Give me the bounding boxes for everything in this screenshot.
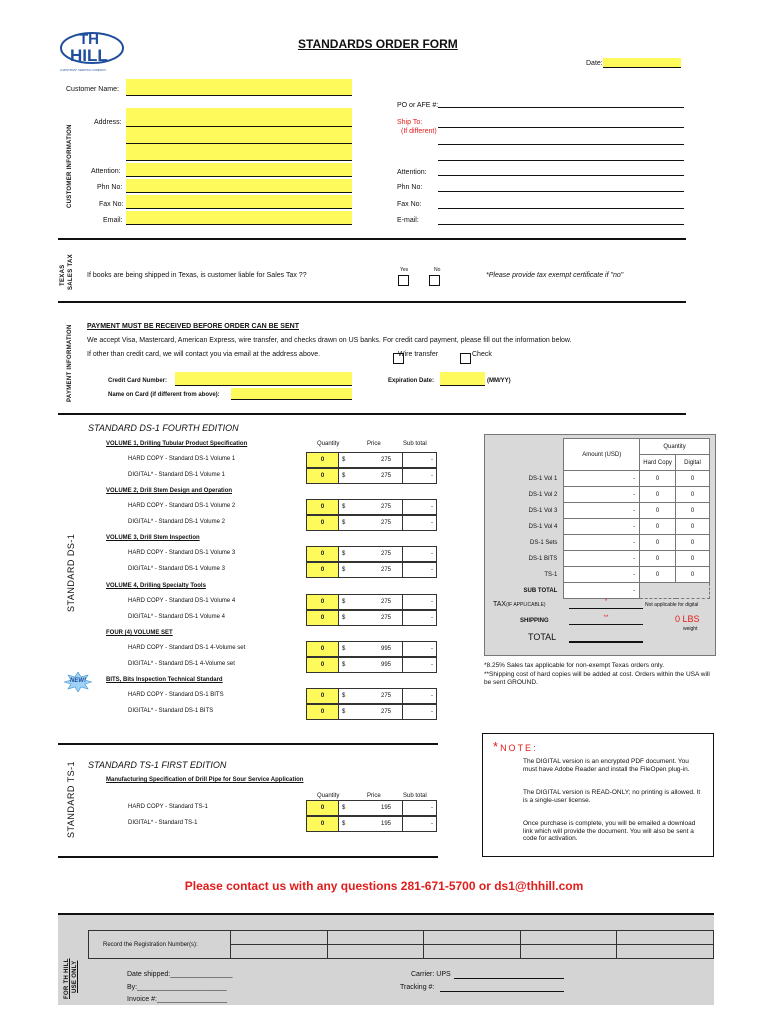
exp-date-field[interactable] [440,372,485,386]
product-label: HARD COPY - Standard DS-1 4-Volume set [128,645,246,651]
currency: $ [342,520,346,526]
product-label: HARD COPY - Standard DS-1 Volume 2 [128,503,236,509]
summary-row-digital: 0 [676,519,710,535]
contact-line: Please contact us with any questions 281-671-5700 or ds1@thhill.com [184,879,584,893]
date-label: Date: [586,60,603,67]
email-field[interactable] [126,211,352,225]
tax-no-label: No [434,267,441,273]
product-label: HARD COPY - Standard DS-1 Volume 3 [128,550,236,556]
cc-number-label: Credit Card Number: [108,378,168,384]
summary-total-field[interactable] [569,631,643,643]
quantity-input[interactable]: 0 [307,453,339,468]
office-section-label-2: USE ONLY [72,960,78,993]
summary-row [492,551,710,567]
email-label: Email: [103,217,123,224]
ship-to-field[interactable] [438,113,684,161]
price: 195 [380,805,391,811]
product-label: DIGITAL* - Standard DS-1 Volume 1 [128,472,225,478]
summary-tax-text: TAX [493,601,507,608]
ts1-subheading: Manufacturing Specification of Drill Pipe for Sour Service Application [106,777,304,783]
product-label: HARD COPY - Standard DS-1 Volume 4 [128,598,236,604]
new-badge [64,672,92,692]
subtotal-cell: - [403,563,437,578]
summary-lbs [675,614,700,624]
price: 275 [380,615,391,621]
summary-row-amount: - [564,487,640,503]
po-field[interactable] [438,98,684,108]
product-label: DIGITAL* - Standard TS-1 [128,820,198,826]
subtotal-cell: - [403,817,437,832]
tax-section-label-2: SALES TAX [68,254,74,290]
quantity-input[interactable]: 0 [307,469,339,484]
invoice-number[interactable]: Invoice #:__________________ [127,996,228,1003]
product-label: DIGITAL* - Standard DS-1 4-Volume set [128,661,235,667]
currency: $ [342,646,346,652]
date-shipped[interactable]: Date shipped:________________ [127,971,233,978]
logo-tagline: A MISTRAS* VERITAS COMPANY [60,68,107,72]
summary-shipping-label: SHIPPING [520,618,549,624]
price: 275 [380,693,391,699]
attention-field[interactable] [126,163,352,177]
ds1-col-price: Price [367,441,381,447]
summary-row-digital: 0 [676,551,710,567]
note-paragraph-1: The DIGITAL version is an encrypted PDF document. You must have Adobe Reader and install the FileOpen plug-in. [523,758,690,773]
subtotal-cell: - [403,801,437,816]
summary-total-label: TOTAL [528,632,557,642]
quantity-input[interactable]: 0 [307,516,339,531]
tracking-field[interactable] [440,983,564,992]
price-cell [339,705,403,720]
registration-cell[interactable] [231,945,328,959]
divider [58,301,686,303]
phone-field[interactable] [126,179,352,193]
logo-text-hill: HILL [70,46,108,65]
price: 995 [380,662,391,668]
price-cell [339,611,403,626]
order-row-values [306,816,437,832]
summary-row-hard: 0 [640,519,676,535]
currency: $ [342,551,346,557]
quantity-input[interactable]: 0 [307,658,339,673]
payment-heading: PAYMENT MUST BE RECEIVED BEFORE ORDER CAN BE SENT [87,323,299,330]
registration-cell[interactable] [424,945,521,959]
summary-row-hard: 0 [640,535,676,551]
note-asterisk: * [493,739,501,754]
ds1-group-title: BITS, Bits Inspection Technical Standard [106,677,223,683]
registration-label: Record the Registration Number(s): [89,931,231,959]
summary-row-amount: - [564,471,640,487]
currency: $ [342,599,346,605]
tax-yes-label: Yes [400,267,409,273]
registration-cell[interactable] [231,931,328,945]
summary-row [492,519,710,535]
order-row-values [306,657,437,673]
product-label: DIGITAL* - Standard DS-1 Volume 4 [128,614,225,620]
subtotal-cell: - [403,642,437,657]
payment-line-1: We accept Visa, Mastercard, American Express, wire transfer, and checks drawn on US banks. For credit card payment, please fill out the information below. [87,337,572,344]
summary-row [492,487,710,503]
page-title: STANDARDS ORDER FORM [298,37,458,51]
name-on-card-field[interactable] [231,388,352,400]
note-paragraph-3: Once purchase is complete, you will be emailed a download link which will provide the document. You will also be sent a code for activation. [523,820,696,842]
order-row-values [306,452,437,468]
registration-cell[interactable] [617,931,714,945]
order-row-values [306,688,437,704]
currency: $ [342,615,346,621]
currency: $ [342,504,346,510]
summary-row-label: DS-1 Sets [529,539,558,546]
subtotal-cell: - [403,611,437,626]
ts1-section-label: STANDARD TS-1 [66,760,76,838]
currency: $ [342,821,346,827]
new-badge-text: NEW! [70,678,86,684]
registration-cell[interactable] [327,945,424,959]
price-cell [339,547,403,562]
carrier-label: Carrier: UPS [411,971,451,978]
price-cell [339,500,403,515]
summary-row-label: DS-1 Vol 1 [528,475,558,482]
summary-row-label: DS-1 Vol 2 [528,491,558,498]
summary-subtotal-label: SUB TOTAL [523,587,558,594]
quantity-input[interactable]: 0 [307,801,339,816]
if-different-label: (If different) [401,128,437,135]
ds1-col-qty: Quantity [317,441,340,447]
ts1-col-price: Price [367,793,381,799]
summary-row-label: DS-1 BITS [528,555,558,562]
fax-field[interactable] [126,195,352,209]
ds1-group-title: VOLUME 4, Drilling Specialty Tools [106,583,206,589]
price: 275 [380,457,391,463]
summary-row [492,503,710,519]
payment-line-2: If other than credit card, we will contact you via email at the address above. [87,351,321,358]
tax-yes-checkbox[interactable] [398,275,409,286]
summary-row-label: DS-1 Vol 4 [528,523,558,530]
price-cell [339,469,403,484]
divider [58,238,686,240]
summary-row-amount: - [564,567,640,583]
summary-col-digital: Digital [676,455,710,471]
price: 275 [380,551,391,557]
attention2-label: Attention: [397,169,427,176]
note-paragraph-2: The DIGITAL version is READ-ONLY; no printing is allowed. It is a single-user license. [523,789,701,804]
currency: $ [342,473,346,479]
date-field[interactable] [603,58,681,68]
attention2-field[interactable] [438,166,684,176]
quantity-input[interactable]: 0 [307,611,339,626]
summary-row-hard: 0 [640,487,676,503]
attention-label: Attention: [91,168,121,175]
order-row-values [306,499,437,515]
currency: $ [342,805,346,811]
ds1-group-title: VOLUME 1, Drilling Tubular Product Specification [106,441,248,447]
order-row-values [306,594,437,610]
summary-row-digital: 0 [676,567,710,583]
order-row-values [306,546,437,562]
logo-text-th: TH [79,31,99,48]
summary-row-amount: - [564,519,640,535]
price: 275 [380,473,391,479]
product-label: DIGITAL* - Standard DS-1 Volume 2 [128,519,225,525]
summary-footnote-1: *8.25% Sales tax applicable for non-exempt Texas orders only. [484,662,665,669]
subtotal-cell: - [403,658,437,673]
carrier-field[interactable] [454,970,564,979]
price-cell [339,563,403,578]
order-row-values [306,515,437,531]
price-cell [339,658,403,673]
summary-row-amount: - [564,503,640,519]
order-row-values [306,641,437,657]
summary-lbs-label: LBS [682,614,700,624]
summary-tax-field[interactable] [569,599,643,609]
quantity-input[interactable]: 0 [307,689,339,704]
subtotal-cell: - [403,453,437,468]
subtotal-cell: - [403,689,437,704]
price: 275 [380,520,391,526]
quantity-input[interactable]: 0 [307,817,339,832]
name-on-card-label: Name on Card (if different from above): [108,392,220,398]
product-label: HARD COPY - Standard DS-1 Volume 1 [128,456,236,462]
price-cell [339,801,403,816]
summary-col-amount: Amount (USD) [564,439,640,471]
price-cell [339,516,403,531]
product-label: DIGITAL* - Standard DS-1 BITS [128,708,214,714]
currency: $ [342,693,346,699]
registration-cell[interactable] [520,945,617,959]
fax2-label: Fax No: [397,201,422,208]
quantity-input[interactable]: 0 [307,595,339,610]
summary-row-digital: 0 [676,535,710,551]
quantity-input[interactable]: 0 [307,642,339,657]
office-use-panel [58,913,714,1005]
phone-label: Phn No: [97,184,123,191]
order-row-values [306,468,437,484]
summary-row-hard: 0 [640,503,676,519]
price: 275 [380,599,391,605]
tax-section-label-1: TEXAS [60,264,66,286]
quantity-input[interactable]: 0 [307,547,339,562]
price-cell [339,689,403,704]
summary-col-hard: Hard Copy [640,455,676,471]
cc-number-field[interactable] [175,372,352,386]
summary-tax-value: * [604,599,608,605]
summary-row [492,567,710,583]
registration-cell[interactable] [424,931,521,945]
quantity-input[interactable]: 0 [307,500,339,515]
summary-weight-label: weight [683,626,698,632]
product-label: DIGITAL* - Standard DS-1 Volume 3 [128,566,225,572]
summary-row-hard: 0 [640,471,676,487]
subtotal-cell: - [403,516,437,531]
summary-shipping-field[interactable] [569,615,643,625]
note-box [482,733,714,857]
order-row-values [306,800,437,816]
summary-row [492,471,710,487]
currency: $ [342,662,346,668]
registration-cell[interactable] [617,945,714,959]
address-label: Address: [94,119,122,126]
summary-row-amount: - [564,535,640,551]
address-field[interactable] [126,108,352,160]
divider [58,743,438,745]
ds1-section-label: STANDARD DS-1 [66,533,76,612]
price: 195 [380,821,391,827]
summary-row-amount: - [564,551,640,567]
subtotal-cell: - [403,500,437,515]
currency: $ [342,709,346,715]
summary-row-label: TS-1 [544,571,558,578]
registration-cell[interactable] [327,931,424,945]
company-logo [58,28,126,74]
ds1-col-sub: Sub total [403,441,427,447]
summary-row-digital: 0 [676,471,710,487]
subtotal-cell: - [403,595,437,610]
product-label: HARD COPY - Standard TS-1 [128,804,208,810]
customer-section-label: CUSTOMER INFORMATION [67,124,73,208]
price: 275 [380,567,391,573]
summary-row-label: DS-1 Vol 3 [528,507,558,514]
summary-tax-note: (IF APPLICABLE) [506,602,546,608]
product-label: HARD COPY - Standard DS-1 BITS [128,692,224,698]
summary-tax-label [493,601,546,608]
phone2-field[interactable] [438,182,684,192]
tracking-label: Tracking #: [400,984,435,991]
currency: $ [342,457,346,463]
summary-footnote-2: **Shipping cost of hard copies will be added at cost. Orders within the USA will be sent GROUND. [484,671,710,686]
summary-row-hard: 0 [640,567,676,583]
order-summary-table [492,438,710,599]
summary-tax-digital-note: Not applicable for digital [645,602,699,608]
ds1-heading: STANDARD DS-1 FOURTH EDITION [88,423,239,433]
summary-col-qty: Quantity [640,439,710,455]
exp-date-label: Expiration Date: [388,378,435,384]
payment-section-label: PAYMENT INFORMATION [67,324,73,402]
subtotal-cell: - [403,705,437,720]
summary-shipping-value: ** [603,615,609,621]
price: 275 [380,504,391,510]
customer-name-field[interactable] [126,79,352,96]
subtotal-cell: - [403,547,437,562]
phone2-label: Phn No: [397,184,423,191]
registration-cell[interactable] [520,931,617,945]
price-cell [339,453,403,468]
order-row-values [306,562,437,578]
ship-to-label: Ship To: [397,119,423,126]
ds1-group-title: VOLUME 3, Drill Stem Inspection [106,535,200,541]
wire-transfer-label: Wire transfer [398,351,439,358]
office-section-label-1: FOR TH HILL [64,958,70,999]
summary-subtotal-value: - [564,583,640,599]
note-title-text: NOTE: [500,743,538,753]
email2-field[interactable] [438,215,684,225]
check-label: Check [472,351,492,358]
order-summary-panel [484,434,716,656]
summary-row-hard: 0 [640,551,676,567]
summary-lbs-value: 0 [675,614,681,624]
ds1-group-title: FOUR (4) VOLUME SET [106,630,173,636]
currency: $ [342,567,346,573]
price-cell [339,817,403,832]
po-label: PO or AFE #: [397,102,439,109]
price: 275 [380,709,391,715]
fax2-field[interactable] [438,199,684,209]
order-row-values [306,610,437,626]
mmyy-label: (MM/YY) [487,378,511,384]
ts1-col-qty: Quantity [317,793,340,799]
divider [58,856,438,858]
ts1-col-sub: Sub total [403,793,427,799]
price-cell [339,595,403,610]
order-row-values [306,704,437,720]
note-title [493,739,538,754]
shipped-by[interactable]: By:_______________________ [127,984,227,991]
summary-row-digital: 0 [676,487,710,503]
customer-name-label: Customer Name: [66,86,119,93]
quantity-input[interactable]: 0 [307,705,339,720]
fax-label: Fax No: [99,201,124,208]
divider [58,413,686,415]
subtotal-cell: - [403,469,437,484]
price: 995 [380,646,391,652]
tax-question: If books are being shipped in Texas, is customer liable for Sales Tax ?? [87,272,307,279]
check-checkbox[interactable] [460,353,471,364]
summary-row-digital: 0 [676,503,710,519]
quantity-input[interactable]: 0 [307,563,339,578]
registration-table [88,930,714,959]
ds1-group-title: VOLUME 2, Drill Stem Design and Operation [106,488,233,494]
ts1-heading: STANDARD TS-1 FIRST EDITION [88,760,227,770]
price-cell [339,642,403,657]
summary-row [492,535,710,551]
email2-label: E-mail: [397,217,419,224]
tax-note: *Please provide tax exempt certificate if "no" [486,272,624,279]
tax-no-checkbox[interactable] [429,275,440,286]
